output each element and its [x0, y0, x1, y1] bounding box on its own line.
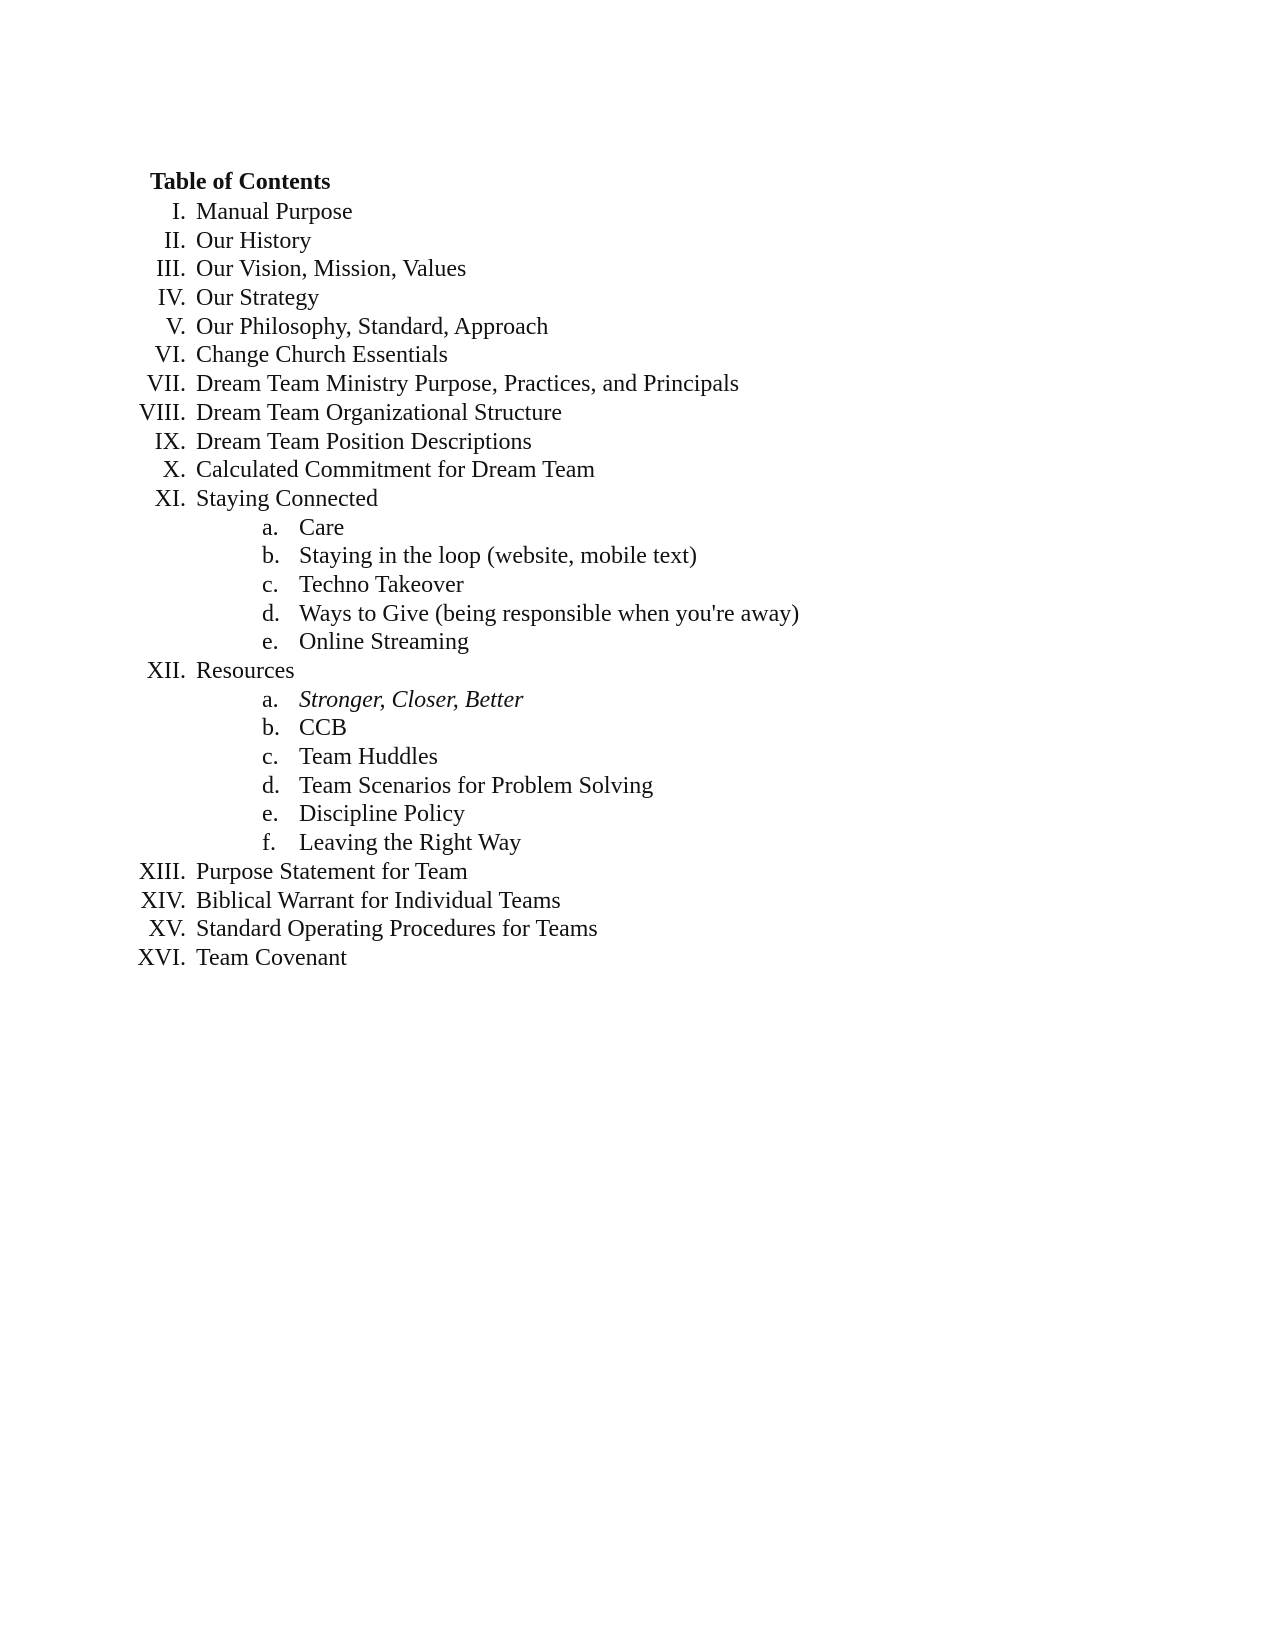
toc-subitem-letter: b.: [262, 715, 280, 742]
toc-item: [0, 428, 1275, 457]
toc-item-number: X.: [162, 457, 186, 484]
toc-subitem: [0, 772, 1275, 801]
toc-subitem-label: Ways to Give (being responsible when you're away): [299, 600, 800, 627]
toc-item-number: IX.: [154, 428, 186, 455]
toc-subitem-letter: c.: [262, 571, 279, 598]
toc-subitem-label: Team Huddles: [299, 744, 438, 771]
toc-item-number: XIII.: [138, 858, 186, 885]
toc-item-number: III.: [156, 256, 186, 283]
toc-subitem-letter: d.: [262, 772, 280, 799]
toc-item: [0, 284, 1275, 313]
toc-item: [0, 456, 1275, 485]
toc-item: [0, 915, 1275, 944]
toc-item-label: Staying Connected: [196, 485, 378, 512]
toc-subitem-label: Stronger, Closer, Better: [299, 686, 524, 713]
toc-subitem-letter: a.: [262, 514, 279, 541]
toc-item-number: XII.: [146, 658, 186, 684]
toc-item: [0, 887, 1275, 916]
toc-item-label: Manual Purpose: [196, 199, 353, 225]
toc-item: [0, 944, 1275, 973]
toc-item: [0, 313, 1275, 342]
toc-item: [0, 657, 1275, 686]
toc-item: [0, 399, 1275, 428]
toc-item: [0, 227, 1275, 256]
toc-item-label: Our Vision, Mission, Values: [196, 256, 467, 283]
toc-subitem: [0, 800, 1275, 829]
toc-item: [0, 370, 1275, 399]
toc-item-label: Team Covenant: [196, 944, 347, 971]
toc-item-label: Our History: [196, 227, 312, 254]
toc-title: Table of Contents: [150, 169, 331, 195]
toc-subitem-letter: e.: [262, 629, 279, 656]
toc-subitem: [0, 514, 1275, 543]
toc-item-number: XVI.: [137, 944, 186, 971]
toc-subitem-letter: d.: [262, 600, 280, 627]
toc-subitem-letter: a.: [262, 686, 279, 713]
toc-list: [0, 198, 1275, 973]
toc-item-label: Standard Operating Procedures for Teams: [196, 916, 598, 943]
toc-subitem-letter: e.: [262, 801, 279, 828]
toc-subitem-label: Techno Takeover: [299, 571, 464, 598]
toc-subitem-letter: c.: [262, 744, 279, 771]
toc-item: [0, 198, 1275, 227]
toc-subitem-letter: b.: [262, 543, 280, 570]
toc-item-label: Dream Team Position Descriptions: [196, 428, 532, 455]
toc-item-label: Change Church Essentials: [196, 342, 448, 369]
toc-subitem-label: Staying in the loop (website, mobile text): [299, 543, 697, 570]
toc-item-number: XV.: [148, 916, 186, 943]
toc-subitem-label: Care: [299, 514, 345, 541]
toc-item: [0, 858, 1275, 887]
toc-subitem: [0, 686, 1275, 715]
toc-subitem-label: Team Scenarios for Problem Solving: [299, 772, 654, 799]
toc-subitem: [0, 743, 1275, 772]
toc-item-label: Resources: [196, 658, 295, 684]
toc-item-number: XIV.: [140, 887, 186, 914]
toc-item: [0, 485, 1275, 514]
toc-item-number: II.: [164, 227, 186, 254]
toc-subitem: [0, 628, 1275, 657]
toc-item-number: I.: [172, 199, 186, 225]
toc-item: [0, 341, 1275, 370]
toc-item-number: V.: [165, 313, 186, 340]
toc-subitem: [0, 571, 1275, 600]
toc-item-label: Biblical Warrant for Individual Teams: [196, 887, 561, 914]
toc-subitem-label: Discipline Policy: [299, 801, 465, 828]
toc-subitem-label: Leaving the Right Way: [299, 830, 522, 857]
toc-item-number: IV.: [157, 285, 186, 312]
toc-subitem: [0, 829, 1275, 858]
toc-item-label: Dream Team Ministry Purpose, Practices, and Principals: [196, 371, 740, 398]
toc-item-number: VII.: [146, 371, 186, 398]
toc-item-label: Purpose Statement for Team: [196, 858, 468, 885]
toc-subitem-label: Online Streaming: [299, 629, 469, 656]
toc-item-label: Dream Team Organizational Structure: [196, 399, 562, 426]
toc-item-label: Calculated Commitment for Dream Team: [196, 457, 596, 484]
toc-item-label: Our Strategy: [196, 285, 320, 312]
toc-subitem: [0, 542, 1275, 571]
toc-item-number: XI.: [154, 485, 186, 512]
toc-subitem-letter: f.: [262, 830, 276, 857]
toc-item-number: VI.: [154, 342, 186, 369]
toc-subitem: [0, 714, 1275, 743]
toc-item: [0, 255, 1275, 284]
toc-item-number: VIII.: [138, 399, 186, 426]
toc-subitem: [0, 600, 1275, 629]
toc-subitem-label: CCB: [299, 715, 348, 742]
toc-item-label: Our Philosophy, Standard, Approach: [196, 313, 549, 340]
